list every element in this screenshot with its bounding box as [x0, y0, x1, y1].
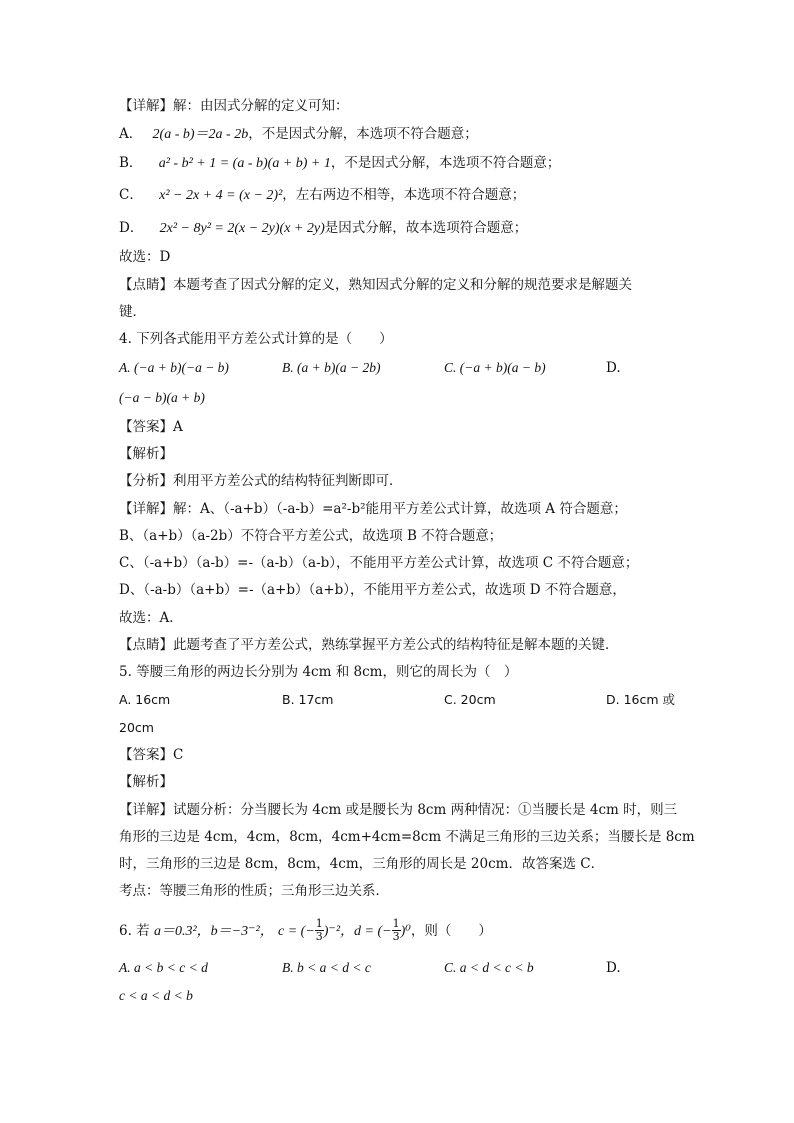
- q6-option-d: D.: [606, 960, 621, 976]
- q5-kaodian: 考点：等腰三角形的性质；三角形三边关系．: [119, 883, 389, 899]
- q4-option-c: C. (−a + b)(a − b): [444, 360, 546, 375]
- q4-choose: 故选：A．: [119, 610, 183, 626]
- q4-detail-d: D、（-a-b）（a+b）=-（a+b）（a+b），不能用平方差公式，故选项 D 不符合题意，: [119, 582, 626, 598]
- q4-analysis-title: 【解析】: [119, 446, 173, 462]
- q4-option-d-expr: (−a − b)(a + b): [119, 390, 205, 405]
- comment-line-1: 【点睛】本题考查了因式分解的定义，熟知因式分解的定义和分解的规范要求是解题关: [119, 277, 632, 293]
- q4-comment: 【点睛】此题考查了平方差公式，熟练掌握平方差公式的结构特征是解本题的关键．: [119, 637, 619, 653]
- q4-answer: 【答案】A: [119, 419, 183, 435]
- q6-stem-suffix: ，则（ ）: [410, 923, 492, 939]
- q5-detail-3: 时，三角形的三边是 8cm，8cm，4cm，三角形的周长是 20cm．故答案选 C．: [119, 856, 605, 872]
- q6-option-a: A. a < b < c < d: [119, 960, 208, 975]
- q6-frac-d-den: 3: [392, 930, 400, 943]
- option-c-label: C．: [119, 187, 143, 203]
- comment-line-2: 键．: [119, 304, 146, 320]
- q6-stem-d-exp: )⁰: [400, 924, 411, 939]
- q6-frac-d: [392, 918, 401, 943]
- q6-stem-a: a＝0.3²，b＝−3⁻²，: [153, 924, 274, 939]
- q4-detail-b: B、（a+b）（a-2b）不符合平方差公式，故选项 B 不符合题意；: [119, 528, 503, 544]
- q6-stem-prefix: 6. 若: [119, 923, 150, 939]
- q4-analysis: 【分析】利用平方差公式的结构特征判断即可．: [119, 473, 403, 489]
- option-d-line: [119, 219, 527, 238]
- q5-detail-2: 角形的三边是 4cm，4cm，8cm，4cm+4cm=8cm 不满足三角形的三边关系；当腰长是 8cm: [119, 829, 695, 845]
- q4-detail-a: 【详解】解：A、（-a+b）（-a-b）=a²-b²能用平方差公式计算，故选项 A 符合题意；: [119, 501, 627, 517]
- option-a-text: ，不是因式分解，本选项不符合题意；: [248, 126, 478, 142]
- q5-option-b: B. 17cm: [282, 692, 334, 707]
- option-a-line: [119, 125, 478, 144]
- option-c-line: [119, 186, 525, 205]
- q5-option-d-cont: 20cm: [119, 720, 154, 735]
- q6-option-b: B. b < a < d < c: [282, 960, 371, 975]
- q5-detail-1: 【详解】试题分析：分当腰长为 4cm 或是腰长为 8cm 两种情况：①当腰长是 4cm 时，则三: [119, 802, 678, 818]
- q4-option-a: A. (−a + b)(−a − b): [119, 360, 229, 375]
- q6-frac-c: [315, 918, 324, 943]
- q6-frac-d-num: 1: [392, 917, 400, 930]
- option-d-label: D．: [119, 220, 144, 236]
- q4-option-b: B. (a + b)(a − 2b): [282, 360, 381, 375]
- question-5-stem: 5. 等腰三角形的两边长分别为 4cm 和 8cm，则它的周长为（ ）: [119, 664, 518, 680]
- question-4-stem: 4. 下列各式能用平方差公式计算的是（ ）: [119, 331, 393, 347]
- option-c-text: ，左右两边不相等，本选项不符合题意；: [282, 187, 526, 203]
- option-b-text: ，不是因式分解，本选项不符合题意；: [330, 155, 561, 171]
- option-b-expr: a² - b² + 1 = (a - b)(a + b) + 1: [158, 156, 331, 171]
- q6-stem-c-lhs: c = (−: [278, 924, 315, 939]
- q5-option-d: D. 16cm 或: [606, 692, 676, 707]
- q6-stem-d-lhs: ，d = (−: [340, 924, 392, 939]
- q4-detail-c: C、（-a+b）（a-b）=-（a-b）（a-b），不能用平方差公式计算，故选项 C 不符合题意；: [119, 555, 639, 571]
- q6-option-c: C. a < d < c < b: [444, 960, 534, 975]
- option-b-label: B．: [119, 155, 143, 171]
- option-d-expr: 2x² − 8y² = 2(x − 2y)(x + 2y): [159, 221, 325, 236]
- q6-frac-c-den: 3: [315, 930, 323, 943]
- option-b-line: [119, 154, 560, 173]
- q6-stem-c-exp: )⁻²: [323, 924, 341, 939]
- q5-answer: 【答案】C: [119, 747, 184, 763]
- q6-option-d-expr: c < a < d < b: [119, 988, 193, 1003]
- question-6-stem: [119, 919, 492, 944]
- q5-option-a: A. 16cm: [119, 692, 171, 707]
- option-a-expr: 2(a - b)＝2a - 2b: [152, 127, 249, 142]
- detail-intro: 【详解】解：由因式分解的定义可知：: [119, 98, 349, 114]
- q6-frac-c-num: 1: [315, 917, 323, 930]
- choose-line: 故选：D: [119, 249, 171, 265]
- q4-option-d: D.: [606, 360, 621, 376]
- option-a-label: A．: [119, 126, 143, 142]
- option-c-expr: x² − 2x + 4 = (x − 2)²: [159, 188, 283, 203]
- q5-option-c: C. 20cm: [444, 692, 496, 707]
- q5-analysis-title: 【解析】: [119, 774, 173, 790]
- option-d-text: 是因式分解，故本选项符合题意；: [324, 220, 528, 236]
